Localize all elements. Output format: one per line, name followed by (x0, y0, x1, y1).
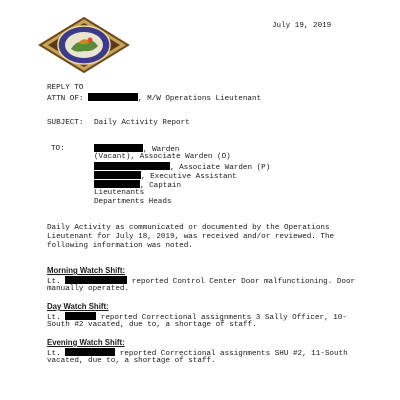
reply-to-line: REPLY TO (47, 84, 84, 92)
to-exec-title: , Executive Assistant (141, 173, 237, 181)
attn-of-line (47, 93, 261, 104)
redaction-block (94, 144, 143, 152)
subject-label: SUBJECT: (47, 119, 84, 127)
redaction-block (65, 312, 96, 320)
shift-line-morning-2: manually operated. (47, 285, 130, 293)
to-assoc-p-title: , Associate Warden (P) (170, 164, 271, 172)
shift-title-day: Day Watch Shift: (47, 302, 109, 311)
agency-seal-icon (38, 16, 130, 74)
shift-line-evening-2: vacated, due to, a shortage of staff. (47, 357, 216, 365)
attn-of-title: , M/W Operations Lieutenant (138, 95, 262, 103)
shift-line-day-2: South #2 vacated, due to, a shortage of staff. (47, 321, 257, 329)
shift-lt-prefix: Lt. (47, 350, 61, 358)
redaction-block (94, 171, 141, 179)
shift-text: reported Correctional assignments 3 Sally Officer, 10- (96, 314, 347, 322)
shift-lt-prefix: Lt. (47, 278, 61, 286)
subject-line (47, 119, 190, 128)
document-date: July 19, 2019 (272, 22, 332, 30)
redaction-block (94, 180, 140, 188)
to-dept-heads: Departments Heads (94, 198, 172, 206)
shift-title-evening: Evening Watch Shift: (47, 338, 125, 347)
shift-lt-prefix: Lt. (47, 314, 61, 322)
intro-paragraph: Daily Activity as communicated or documented by the Operations Lieutenant for July 18, 2019, was received and/or reviewed. The following information was noted. (47, 224, 335, 250)
to-warden-title: , Warden (143, 146, 180, 154)
shift-title-morning: Morning Watch Shift: (47, 266, 126, 275)
redaction-block (94, 162, 170, 170)
shift-text: reported Correctional assignments SHU #2, 11-South (115, 350, 348, 358)
redaction-block (88, 93, 138, 101)
shift-text: reported Control Center Door malfunctioning. Door (127, 278, 356, 286)
subject-value: Daily Activity Report (94, 119, 190, 127)
attn-of-label: ATTN OF: (47, 95, 84, 103)
to-label: TO: (51, 145, 65, 153)
to-captain-title: , Captain (140, 182, 182, 190)
agency-seal (38, 16, 130, 74)
redaction-block (65, 348, 115, 356)
to-lieutenants: Lieutenants (94, 189, 145, 197)
redaction-block (65, 276, 127, 284)
to-assoc-o: (Vacant), Associate Warden (O) (94, 153, 231, 161)
